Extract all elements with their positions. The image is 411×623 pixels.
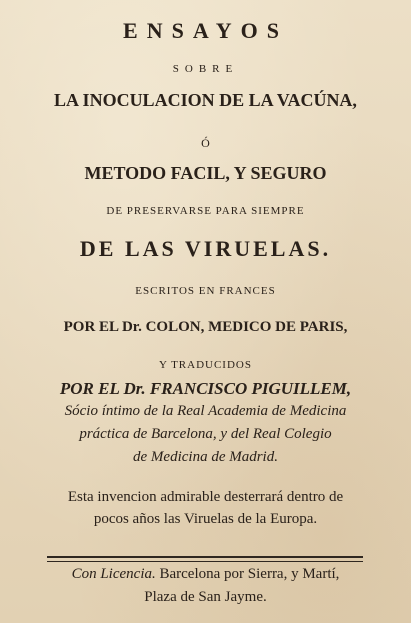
author-line: POR EL Dr. COLON, MEDICO DE PARIS, <box>63 319 348 335</box>
conjunction-line: Ó <box>201 136 210 150</box>
motto-line-1: Esta invencion admirable desterrará dentro de <box>67 489 344 505</box>
motto-line-2: pocos años las Viruelas de la Europa. <box>93 511 318 527</box>
method-line: METODO FACIL, Y SEGURO <box>84 163 327 183</box>
divider-rule-thick <box>47 556 363 558</box>
written-line: ESCRITOS EN FRANCES <box>135 285 276 297</box>
license-address-line: Plaza de San Jayme. <box>144 589 267 605</box>
translator-role-line-3: de Medicina de Madrid. <box>133 449 278 465</box>
subject-line: LA INOCULACION DE LA VACÚNA, <box>54 90 357 110</box>
translator-line: POR EL Dr. FRANCISCO PIGUILLEM, <box>59 379 352 398</box>
preserve-line: DE PRESERVARSE PARA SIEMPRE <box>106 205 305 217</box>
translator-role-line-2: práctica de Barcelona, y del Real Colegio <box>79 426 332 442</box>
license-line <box>0 567 411 582</box>
license-place: Barcelona por Sierra, y Martí, <box>159 566 340 582</box>
sobre-line: SOBRE <box>172 63 239 75</box>
license-prefix: Con Licencia. <box>71 566 156 582</box>
book-title: ENSAYOS <box>123 18 288 43</box>
translator-role-line-1: Sócio íntimo de la Real Academia de Medicina <box>64 403 347 419</box>
disease-line: DE LAS VIRUELAS. <box>79 236 332 261</box>
divider-rule-thin <box>47 561 363 562</box>
translated-line: Y TRADUCIDOS <box>159 359 252 371</box>
